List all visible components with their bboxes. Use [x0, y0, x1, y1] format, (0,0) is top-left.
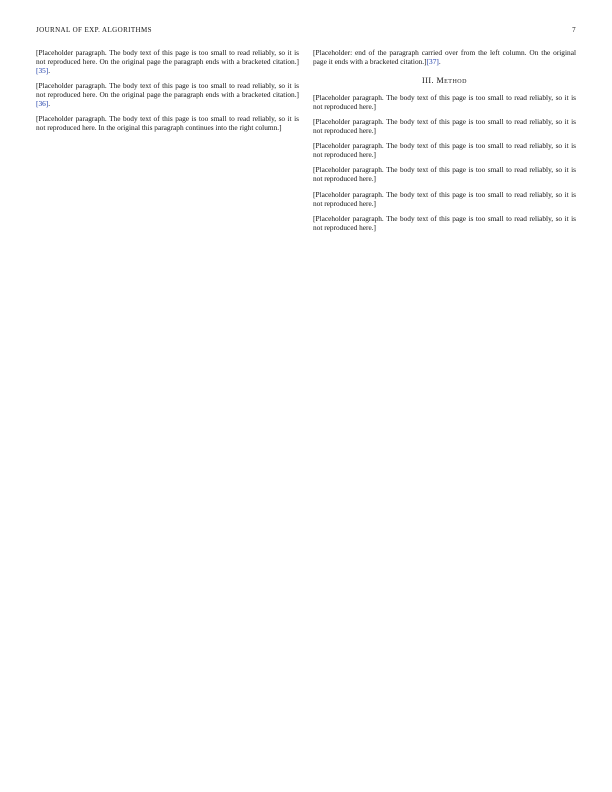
paragraph-tail: . [48, 99, 51, 109]
body-paragraph: [Placeholder paragraph. The body text of this page is too small to read reliably, so it is not reproduced here.] [313, 189, 576, 208]
citation-link[interactable]: [36] [36, 99, 49, 109]
body-paragraph: [Placeholder paragraph. The body text of this page is too small to read reliably, so it is not reproduced here.] [313, 93, 576, 112]
paragraph-text: [Placeholder paragraph. The body text of this page is too small to read reliably, so it is not reproduced here. On the original page the paragraph ends with a bracketed citation.] [36, 81, 299, 100]
paragraph-tail: . [48, 66, 51, 76]
right-column [313, 48, 576, 238]
body-paragraph [36, 48, 299, 75]
body-paragraph: [Placeholder paragraph. The body text of this page is too small to read reliably, so it is not reproduced here.] [313, 141, 576, 160]
body-paragraph: [Placeholder paragraph. The body text of this page is too small to read reliably, so it is not reproduced here.] [313, 213, 576, 232]
paragraph-text: [Placeholder paragraph. The body text of this page is too small to read reliably, so it is not reproduced here. On the original page the paragraph ends with a bracketed citation.] [36, 48, 299, 67]
citation-link[interactable]: [37] [426, 57, 439, 67]
body-paragraph [36, 81, 299, 108]
journal-name: JOURNAL OF EXP. ALGORITHMS [36, 26, 152, 34]
paragraph-text: [Placeholder paragraph. The body text of this page is too small to read reliably, so it is not reproduced here. In the original this paragraph continues into the right column.] [36, 114, 299, 133]
section-heading: III. Method [422, 76, 467, 86]
left-column [36, 48, 299, 138]
paragraph-text: [Placeholder: end of the paragraph carried over from the left column. On the original page it ends with a bracketed citation.] [313, 48, 576, 67]
body-paragraph: [Placeholder paragraph. The body text of this page is too small to read reliably, so it is not reproduced here.] [313, 165, 576, 184]
continued-paragraph [313, 48, 576, 66]
running-head [36, 26, 576, 34]
body-paragraph: [Placeholder paragraph. The body text of this page is too small to read reliably, so it is not reproduced here.] [313, 117, 576, 136]
citation-link[interactable]: [35] [36, 66, 49, 76]
body-paragraph [36, 114, 299, 132]
paragraph-tail: . [438, 57, 441, 67]
page-number: 7 [572, 26, 576, 34]
